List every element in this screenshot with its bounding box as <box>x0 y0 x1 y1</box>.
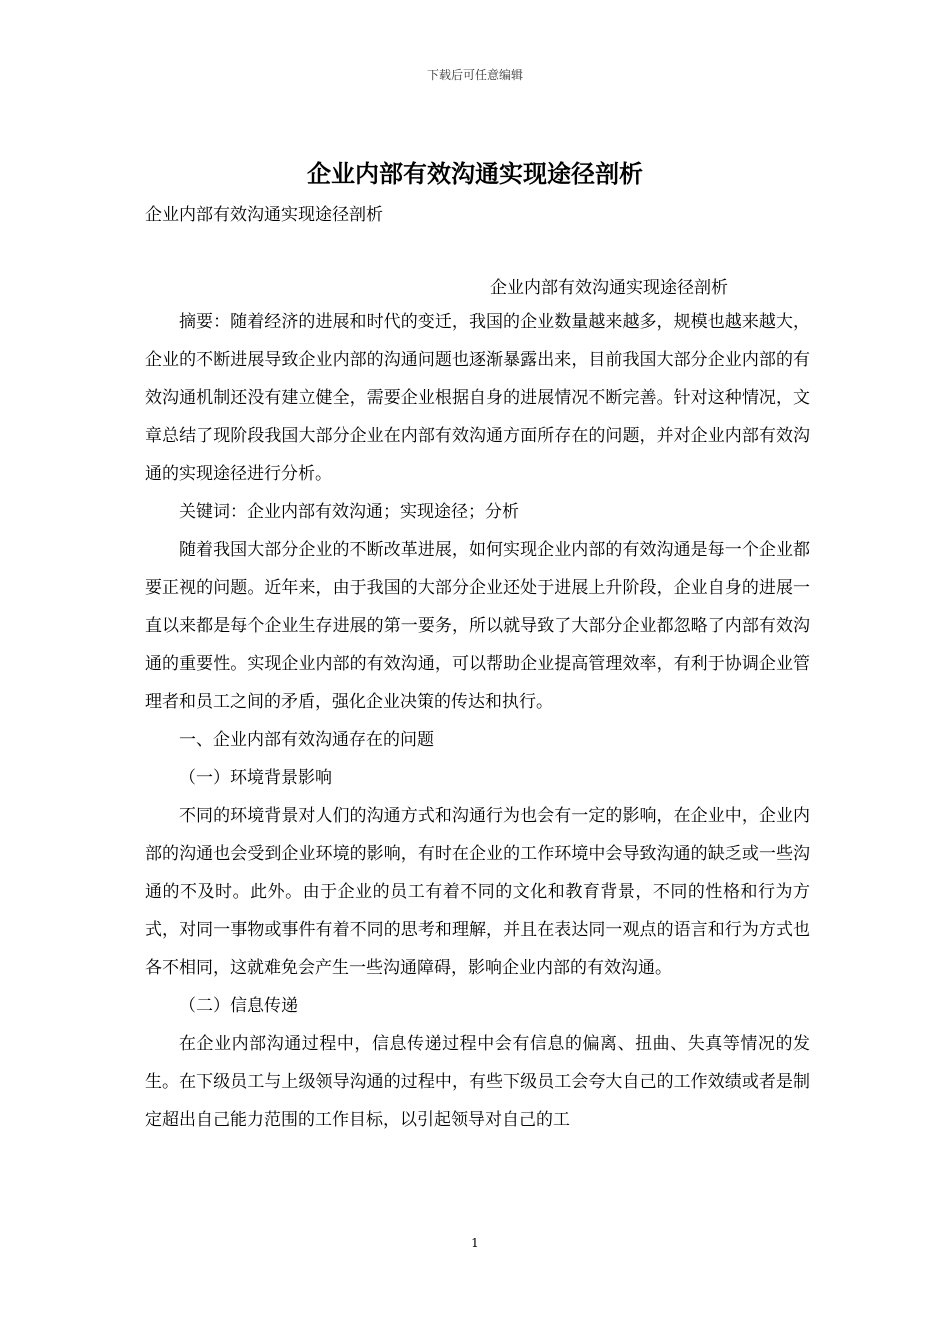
page-number: 1 <box>471 1236 479 1250</box>
abstract-paragraph: 摘要：随着经济的进展和时代的变迁，我国的企业数量越来越多，规模也越来越大，企业的不断进展导致企业内部的沟通问题也逐渐暴露出来，目前我国大部分企业内部的有效沟通机制还没有建立健全，需要企业根据自身的进展情况不断完善。针对这种情况，文章总结了现阶段我国大部分企业在内部有效沟通方面所存在的问题，并对企业内部有效沟通的实现途径进行分析。 <box>145 312 810 484</box>
page-header-note: 下载后可任意编辑 <box>426 68 523 82</box>
subsection-heading-information: （二）信息传递 <box>179 996 298 1016</box>
keywords-paragraph: 关键词：企业内部有效沟通；实现途径；分析 <box>179 502 519 522</box>
document-body <box>145 273 810 1139</box>
information-paragraph: 在企业内部沟通过程中，信息传递过程中会有信息的偏离、扭曲、失真等情况的发生。在下级员工与上级领导沟通的过程中，有些下级员工会夸大自己的工作效绩或者是制定超出自己能力范围的工作目标，以引起领导对自己的工 <box>145 1034 810 1130</box>
document-subtitle: 企业内部有效沟通实现途径剖析 <box>145 205 383 225</box>
section-title-right: 企业内部有效沟通实现途径剖析 <box>490 278 728 298</box>
section-heading-problems: 一、企业内部有效沟通存在的问题 <box>179 730 434 750</box>
environment-paragraph: 不同的环境背景对人们的沟通方式和沟通行为也会有一定的影响，在企业中，企业内部的沟通也会受到企业环境的影响，有时在企业的工作环境中会导致沟通的缺乏或一些沟通的不及时。此外。由于企业的员工有着不同的文化和教育背景，不同的性格和行为方式，对同一事物或事件有着不同的思考和理解，并且在表达同一观点的语言和行为方式也各不相同，这就难免会产生一些沟通障碍，影响企业内部的有效沟通。 <box>145 806 810 978</box>
document-title: 企业内部有效沟通实现途径剖析 <box>307 159 643 188</box>
intro-paragraph: 随着我国大部分企业的不断改革进展，如何实现企业内部的有效沟通是每一个企业都要正视的问题。近年来，由于我国的大部分企业还处于进展上升阶段，企业自身的进展一直以来都是每个企业生存进展的第一要务，所以就导致了大部分企业都忽略了内部有效沟通的重要性。实现企业内部的有效沟通，可以帮助企业提高管理效率，有利于协调企业管理者和员工之间的矛盾，强化企业决策的传达和执行。 <box>145 540 810 712</box>
subsection-heading-environment: （一）环境背景影响 <box>179 768 332 788</box>
